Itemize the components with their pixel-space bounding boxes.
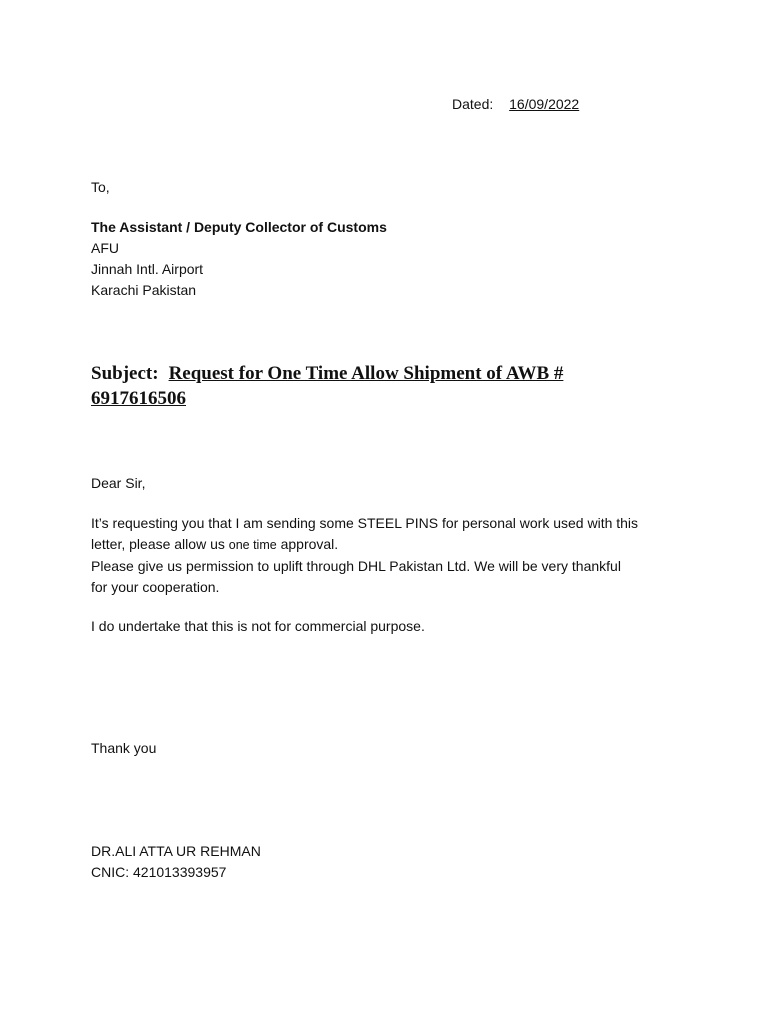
salutation-to: To, <box>91 179 110 195</box>
date-line <box>452 94 647 114</box>
signer-name: DR.ALI ATTA UR REHMAN <box>91 843 261 859</box>
subject-line-1: Request for One Time Allow Shipment of AWB # <box>168 363 564 384</box>
dated-label: Dated: <box>452 96 494 112</box>
body-p1-line-2-c: approval. <box>280 536 339 552</box>
recipient-line-2: Jinnah Intl. Airport <box>91 261 204 277</box>
body-p1-line-1: It’s requesting you that I am sending some STEEL PINS for personal work used with this <box>91 515 639 531</box>
body-p1-line-2-a: letter, please allow us <box>91 536 225 552</box>
body-p1-line-2-b: one time <box>228 538 277 552</box>
body-paragraph-1 <box>91 513 671 598</box>
body-p1-line-2 <box>91 534 671 556</box>
body-p2-line-1: Please give us permission to uplift through DHL Pakistan Ltd. We will be very thankful <box>91 558 621 574</box>
recipient-line-1: AFU <box>91 240 119 256</box>
subject-block <box>91 361 651 411</box>
recipient-title: The Assistant / Deputy Collector of Customs <box>91 219 387 235</box>
body-paragraph-3: I do undertake that this is not for commercial purpose. <box>91 618 425 634</box>
subject-line-2: 6917616506 <box>91 388 186 409</box>
closing: Thank you <box>91 740 157 756</box>
body-p2-line-2: for your cooperation. <box>91 579 220 595</box>
recipient-line-3: Karachi Pakistan <box>91 282 197 298</box>
dated-value: 16/09/2022 <box>509 96 580 112</box>
signer-cnic: CNIC: 421013393957 <box>91 864 227 880</box>
subject-label: Subject: <box>91 363 159 384</box>
greeting: Dear Sir, <box>91 475 146 491</box>
